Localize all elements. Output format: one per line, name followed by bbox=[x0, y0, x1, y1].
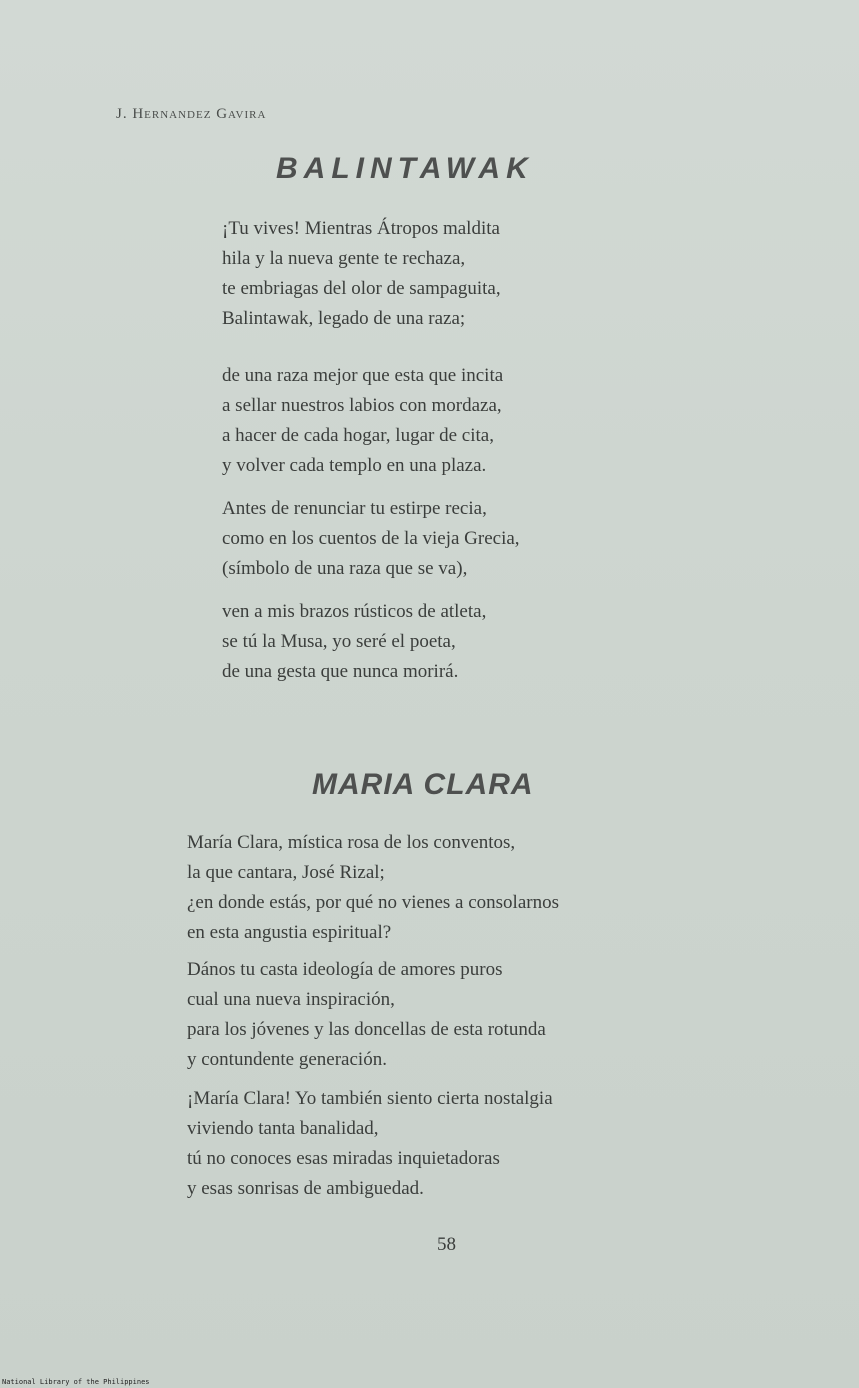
poem2-stanza-3 bbox=[187, 1084, 553, 1204]
verse-line: en esta angustia espiritual? bbox=[187, 922, 392, 943]
library-watermark: National Library of the Philippines bbox=[2, 1378, 150, 1386]
poem-title-maria-clara: MARIA CLARA bbox=[312, 768, 534, 801]
verse-line: viviendo tanta banalidad, bbox=[187, 1118, 379, 1139]
verse-line: como en los cuentos de la vieja Grecia, bbox=[222, 528, 520, 549]
poem1-stanza-1 bbox=[222, 214, 501, 334]
poem1-stanza-4 bbox=[222, 597, 486, 687]
verse-line: hila y la nueva gente te rechaza, bbox=[222, 248, 466, 269]
verse-line: Dános tu casta ideología de amores puros bbox=[187, 959, 503, 980]
verse-line: (símbolo de una raza que se va), bbox=[222, 558, 468, 579]
verse-line: ¡Tu vives! Mientras Átropos maldita bbox=[222, 218, 500, 239]
verse-line: la que cantara, José Rizal; bbox=[187, 862, 385, 883]
verse-line: a hacer de cada hogar, lugar de cita, bbox=[222, 425, 494, 446]
verse-line: ven a mis brazos rústicos de atleta, bbox=[222, 601, 487, 622]
verse-line: se tú la Musa, yo seré el poeta, bbox=[222, 631, 456, 652]
poem1-stanza-3 bbox=[222, 494, 520, 584]
verse-line: a sellar nuestros labios con mordaza, bbox=[222, 395, 502, 416]
verse-line: María Clara, mística rosa de los conventos, bbox=[187, 832, 516, 853]
verse-line: y esas sonrisas de ambiguedad. bbox=[187, 1178, 424, 1199]
verse-line: Balintawak, legado de una raza; bbox=[222, 308, 466, 329]
verse-line: y contundente generación. bbox=[187, 1049, 387, 1070]
poem1-stanza-2 bbox=[222, 361, 503, 481]
poem2-stanza-1 bbox=[187, 828, 559, 948]
verse-line: Antes de renunciar tu estirpe recia, bbox=[222, 498, 487, 519]
running-head: J. Hernandez Gavira bbox=[116, 106, 267, 122]
verse-line: y volver cada templo en una plaza. bbox=[222, 455, 487, 476]
verse-line: para los jóvenes y las doncellas de esta rotunda bbox=[187, 1019, 546, 1040]
poem2-stanza-2 bbox=[187, 955, 546, 1075]
verse-line: te embriagas del olor de sampaguita, bbox=[222, 278, 501, 299]
poem-title-balintawak: BALINTAWAK bbox=[276, 152, 534, 185]
verse-line: de una gesta que nunca morirá. bbox=[222, 661, 459, 682]
verse-line: ¿en donde estás, por qué no vienes a consolarnos bbox=[187, 892, 559, 913]
verse-line: de una raza mejor que esta que incita bbox=[222, 365, 504, 386]
verse-line: tú no conoces esas miradas inquietadoras bbox=[187, 1148, 500, 1169]
verse-line: ¡María Clara! Yo también siento cierta nostalgia bbox=[187, 1088, 553, 1109]
verse-line: cual una nueva inspiración, bbox=[187, 989, 395, 1010]
page-number: 58 bbox=[437, 1234, 456, 1255]
